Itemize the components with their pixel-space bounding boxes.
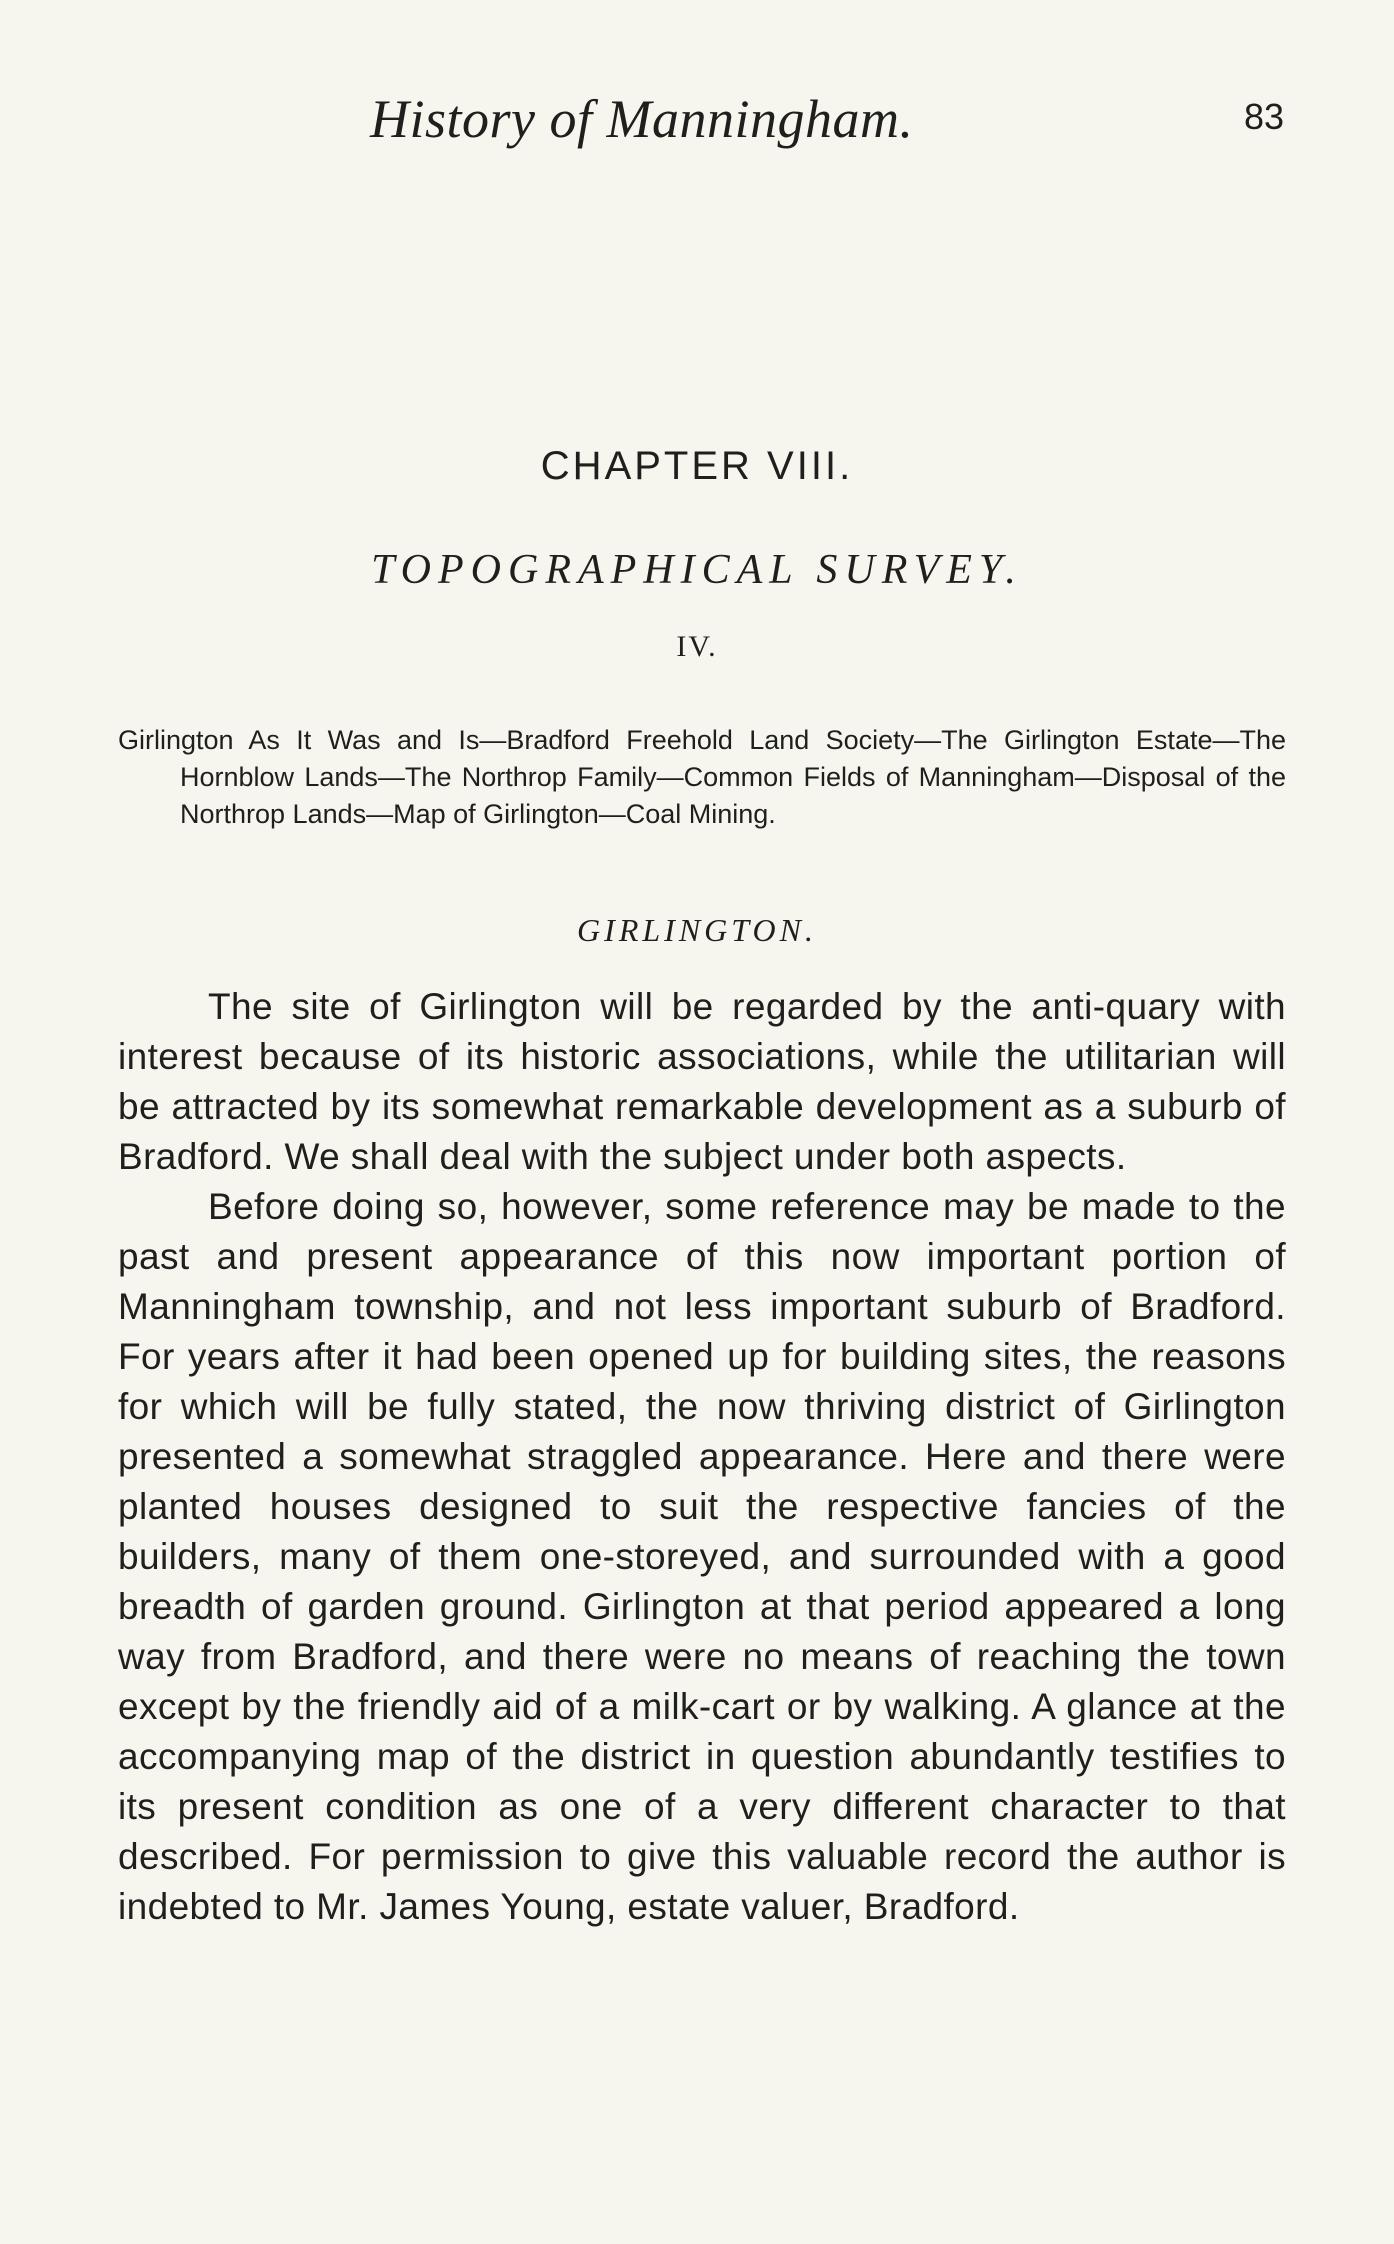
paragraph: The site of Girlington will be regarded by the anti-quary with interest because of its historic associations, while the utilitarian will be attracted by its somewhat remarkable development as a suburb of Bradford. We shall deal with the subject under both aspects.	[118, 986, 1286, 1177]
running-head	[0, 88, 1394, 158]
section-number: IV.	[676, 630, 718, 663]
section-subheading: GIRLINGTON.	[577, 912, 817, 948]
page-number: 83	[1244, 96, 1285, 137]
body-text	[118, 982, 1286, 1932]
chapter-contents-summary: Girlington As It Was and Is—Bradford Freehold Land Society—The Girlington Estate—The Hornblow Lands—The Northrop Family—Common Fields of Manningham—Disposal of the Northrop Lands—Map of Girlington—Coal Mining.	[118, 725, 1286, 829]
paragraph: Before doing so, however, some reference may be made to the past and present appearance of this now important portion of Manningham township, and not less important suburb of Bradford. For years after it had been opened up for building sites, the reasons for which will be fully stated, the now thriving district of Girlington presented a somewhat straggled appearance. Here and there were planted houses designed to suit the respective fancies of the builders, many of them one-storeyed, and surrounded with a good breadth of garden ground. Girlington at that period appeared a long way from Bradford, and there were no means of reaching the town except by the friendly aid of a milk-cart or by walking. A glance at the accompanying map of the district in question abundantly testifies to its present condition as one of a very different character to that described. For permission to give this valuable record the author is indebted to Mr. James Young, estate valuer, Bradford.	[118, 1186, 1286, 1927]
section-title: TOPOGRAPHICAL SURVEY.	[371, 547, 1023, 593]
chapter-heading: CHAPTER VIII.	[540, 444, 854, 488]
running-title: History of Manningham.	[370, 89, 914, 149]
